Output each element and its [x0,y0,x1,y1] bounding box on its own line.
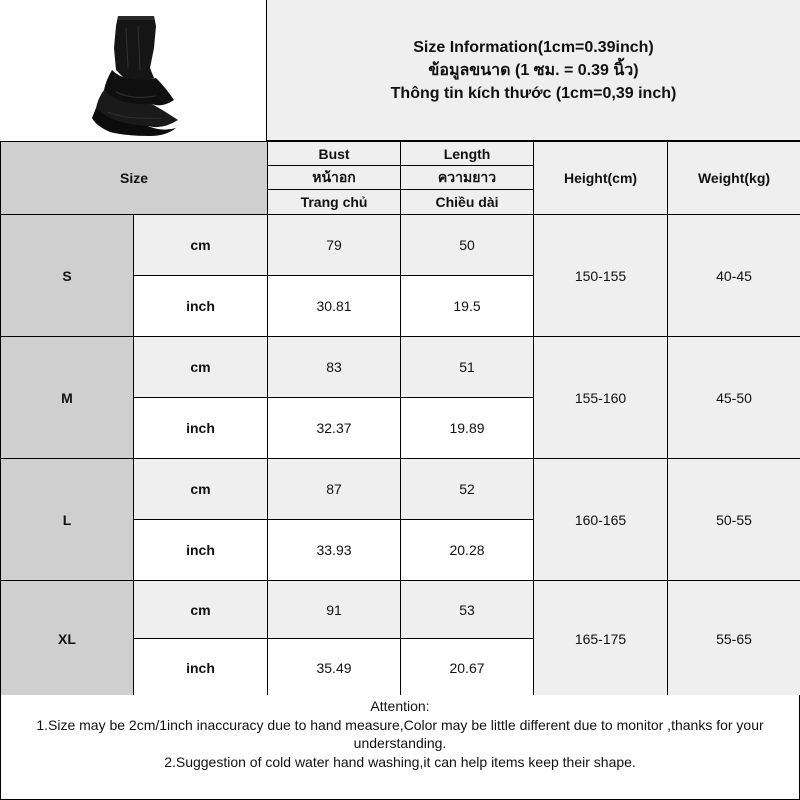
unit-label: inch [134,276,268,337]
table-row [1,581,800,639]
length-inch-value: 20.67 [401,639,534,697]
height-value: 150-155 [534,215,668,337]
unit-label: cm [134,337,268,398]
length-header-th: ความยาว [401,166,534,190]
weight-value: 55-65 [668,581,800,697]
attention-title: Attention: [370,698,430,714]
bust-header-th: หน้าอก [268,166,401,190]
length-cm-value: 52 [401,459,534,520]
table-row [1,215,800,276]
table-row [1,459,800,520]
length-header-vi: Chiều dài [401,190,534,215]
attention-note-1: 1.Size may be 2cm/1inch inaccuracy due to hand measure,Color may be little different due to monitor ,thanks for your understanding. [36,716,764,751]
bust-cm-value: 87 [268,459,401,520]
size-label: XL [1,581,134,697]
weight-value: 50-55 [668,459,800,581]
size-info-title-vi: Thông tin kích thước (1cm=0,39 inch) [390,84,677,102]
bust-inch-value: 35.49 [268,639,401,697]
weight-value: 45-50 [668,337,800,459]
weight-value: 40-45 [668,215,800,337]
height-value: 165-175 [534,581,668,697]
size-label: S [1,215,134,337]
size-label: L [1,459,134,581]
length-cm-value: 50 [401,215,534,276]
size-column-header: Size [1,142,268,215]
bust-cm-value: 79 [268,215,401,276]
length-cm-value: 51 [401,337,534,398]
unit-label: inch [134,639,268,697]
unit-label: inch [134,398,268,459]
bust-inch-value: 33.93 [268,520,401,581]
size-table [0,141,800,697]
table-row [1,337,800,398]
bust-header-en: Bust [268,142,401,166]
height-value: 160-165 [534,459,668,581]
bust-header-vi: Trang chủ [268,190,401,215]
length-header-en: Length [401,142,534,166]
height-value: 155-160 [534,337,668,459]
height-header: Height(cm) [534,142,668,215]
unit-label: cm [134,581,268,639]
length-inch-value: 20.28 [401,520,534,581]
unit-label: cm [134,215,268,276]
size-info-title-en: Size Information(1cm=0.39inch) [413,38,654,56]
bust-cm-value: 83 [268,337,401,398]
bust-inch-value: 32.37 [268,398,401,459]
product-image-cell [0,0,267,141]
size-info-title-th: ข้อมูลขนาด (1 ซม. = 0.39 นิ้ว) [428,61,639,79]
unit-label: inch [134,520,268,581]
length-inch-value: 19.5 [401,276,534,337]
length-cm-value: 53 [401,581,534,639]
unit-label: cm [134,459,268,520]
attention-notes [0,695,800,800]
product-photo [66,8,202,138]
bust-inch-value: 30.81 [268,276,401,337]
size-info-header [267,0,800,141]
bust-cm-value: 91 [268,581,401,639]
length-inch-value: 19.89 [401,398,534,459]
size-label: M [1,337,134,459]
weight-header: Weight(kg) [668,142,800,215]
attention-note-2: 2.Suggestion of cold water hand washing,it can help items keep their shape. [164,753,636,770]
